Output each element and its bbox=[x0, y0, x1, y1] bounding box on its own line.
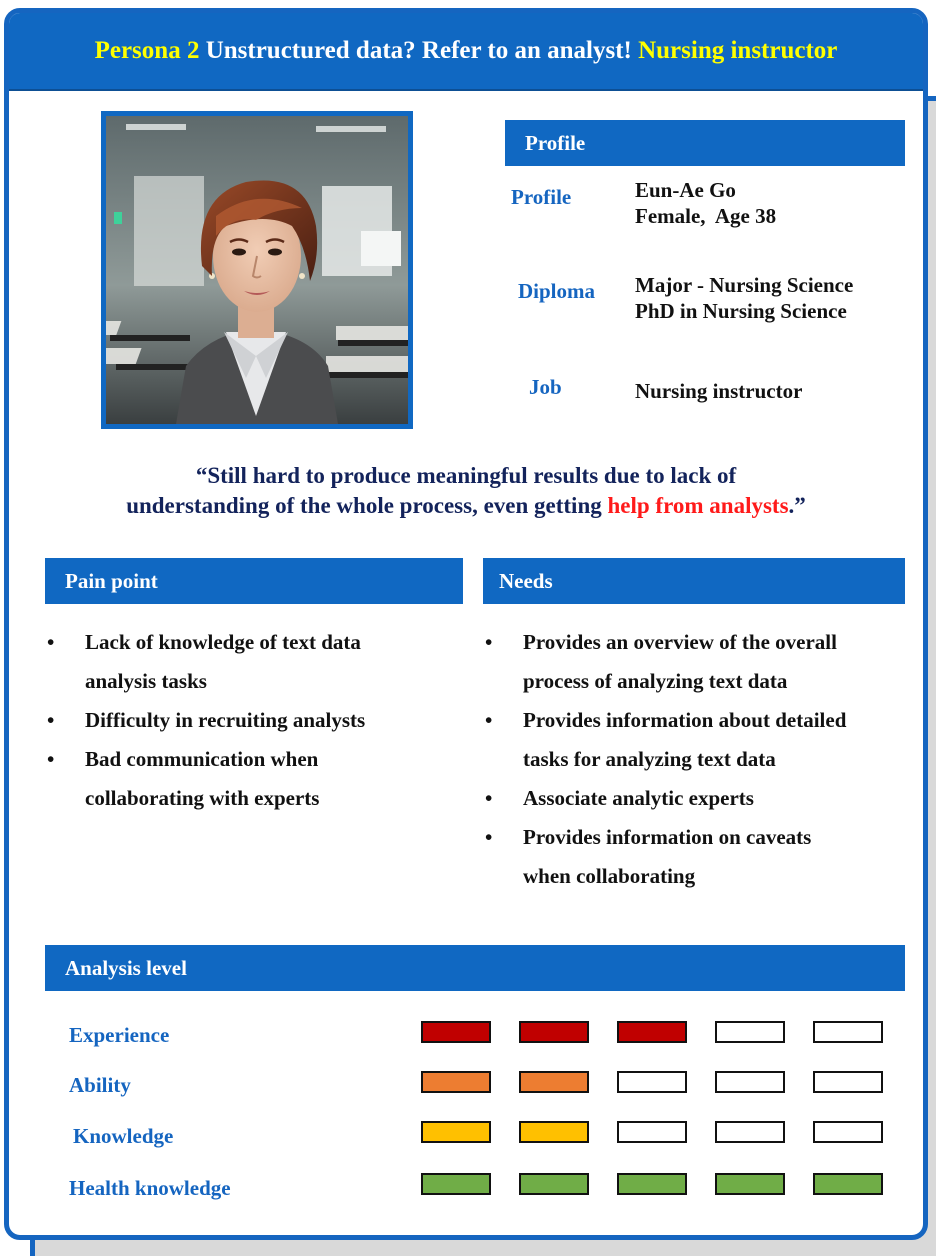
pain-point-title: Pain point bbox=[65, 568, 158, 593]
persona-role: Nursing instructor bbox=[638, 37, 838, 64]
list-item-text: when collaborating bbox=[523, 864, 696, 888]
persona-quote bbox=[9, 461, 923, 521]
list-item bbox=[45, 740, 465, 818]
list-item bbox=[483, 701, 923, 779]
profile-name: Eun-Ae Go bbox=[635, 178, 736, 202]
persona-card bbox=[4, 8, 928, 1240]
list-item bbox=[483, 623, 923, 701]
quote-highlight: help from analysts bbox=[607, 493, 789, 518]
list-item-text: tasks for analyzing text data bbox=[523, 747, 776, 771]
level-cell-empty bbox=[715, 1071, 785, 1093]
list-item-text: collaborating with experts bbox=[85, 786, 320, 810]
profile-label-profile: Profile bbox=[511, 185, 572, 209]
level-cell-empty bbox=[715, 1021, 785, 1043]
level-cell-filled bbox=[519, 1021, 589, 1043]
level-cell-filled bbox=[421, 1173, 491, 1195]
profile-value-job: Nursing instructor bbox=[635, 379, 803, 403]
level-label-ability: Ability bbox=[69, 1073, 131, 1097]
persona-number: Persona 2 bbox=[94, 37, 200, 64]
portrait-illustration bbox=[106, 116, 408, 424]
quote-line-2-end: .” bbox=[788, 493, 806, 518]
list-item-text: Difficulty in recruiting analysts bbox=[85, 708, 366, 732]
persona-headline: Unstructured data? Refer to an analyst! bbox=[199, 37, 639, 64]
level-label-experience: Experience bbox=[69, 1023, 170, 1047]
profile-section-title: Profile bbox=[525, 130, 586, 155]
level-cell-filled bbox=[813, 1173, 883, 1195]
needs-title: Needs bbox=[499, 568, 553, 593]
level-cell-empty bbox=[813, 1021, 883, 1043]
profile-label-job: Job bbox=[529, 375, 562, 399]
profile-label-diploma: Diploma bbox=[518, 279, 596, 303]
level-cell-filled bbox=[519, 1121, 589, 1143]
quote-line-2-text: understanding of the whole process, even getting bbox=[126, 493, 608, 518]
list-item-text: Provides an overview of the overall bbox=[523, 630, 837, 654]
level-cell-empty bbox=[617, 1121, 687, 1143]
level-label-health-knowledge: Health knowledge bbox=[69, 1176, 231, 1200]
level-cell-filled bbox=[421, 1021, 491, 1043]
level-label-knowledge: Knowledge bbox=[73, 1124, 174, 1148]
persona-banner bbox=[9, 13, 923, 91]
analysis-level-header bbox=[45, 945, 905, 991]
level-cell-filled bbox=[715, 1173, 785, 1195]
needs-list bbox=[483, 623, 923, 896]
pain-point-header bbox=[45, 558, 463, 604]
level-cell-filled bbox=[519, 1071, 589, 1093]
needs-header bbox=[483, 558, 905, 604]
level-cell-empty bbox=[617, 1071, 687, 1093]
list-item bbox=[45, 623, 465, 701]
profile-degree: PhD in Nursing Science bbox=[635, 299, 847, 323]
level-cell-empty bbox=[813, 1071, 883, 1093]
profile-value-diploma bbox=[635, 272, 853, 324]
quote-line-1: “Still hard to produce meaningful results due to lack of bbox=[195, 463, 737, 488]
level-cell-filled bbox=[421, 1071, 491, 1093]
profile-major: Major - Nursing Science bbox=[635, 273, 854, 297]
profile-section-header bbox=[505, 120, 905, 166]
list-item bbox=[45, 701, 465, 740]
level-cell-filled bbox=[519, 1173, 589, 1195]
level-cell-filled bbox=[617, 1021, 687, 1043]
list-item-text: process of analyzing text data bbox=[523, 669, 788, 693]
quote-line-2 bbox=[9, 491, 923, 521]
list-item-text: analysis tasks bbox=[85, 669, 207, 693]
list-item-text: Bad communication when bbox=[85, 747, 319, 771]
level-cell-filled bbox=[617, 1173, 687, 1195]
analysis-level-title: Analysis level bbox=[65, 955, 187, 980]
list-item-text: Provides information about detailed bbox=[523, 708, 847, 732]
level-cell-filled bbox=[421, 1121, 491, 1143]
list-item-text: Lack of knowledge of text data bbox=[85, 630, 361, 654]
profile-value-profile bbox=[635, 177, 776, 229]
level-cell-empty bbox=[715, 1121, 785, 1143]
profile-gender-age: Female, Age 38 bbox=[635, 204, 777, 228]
list-item bbox=[483, 779, 923, 818]
list-item-text: Provides information on caveats bbox=[523, 825, 812, 849]
persona-photo bbox=[101, 111, 413, 429]
level-cell-empty bbox=[813, 1121, 883, 1143]
list-item-text: Associate analytic experts bbox=[523, 786, 754, 810]
list-item bbox=[483, 818, 923, 896]
pain-point-list bbox=[45, 623, 465, 818]
